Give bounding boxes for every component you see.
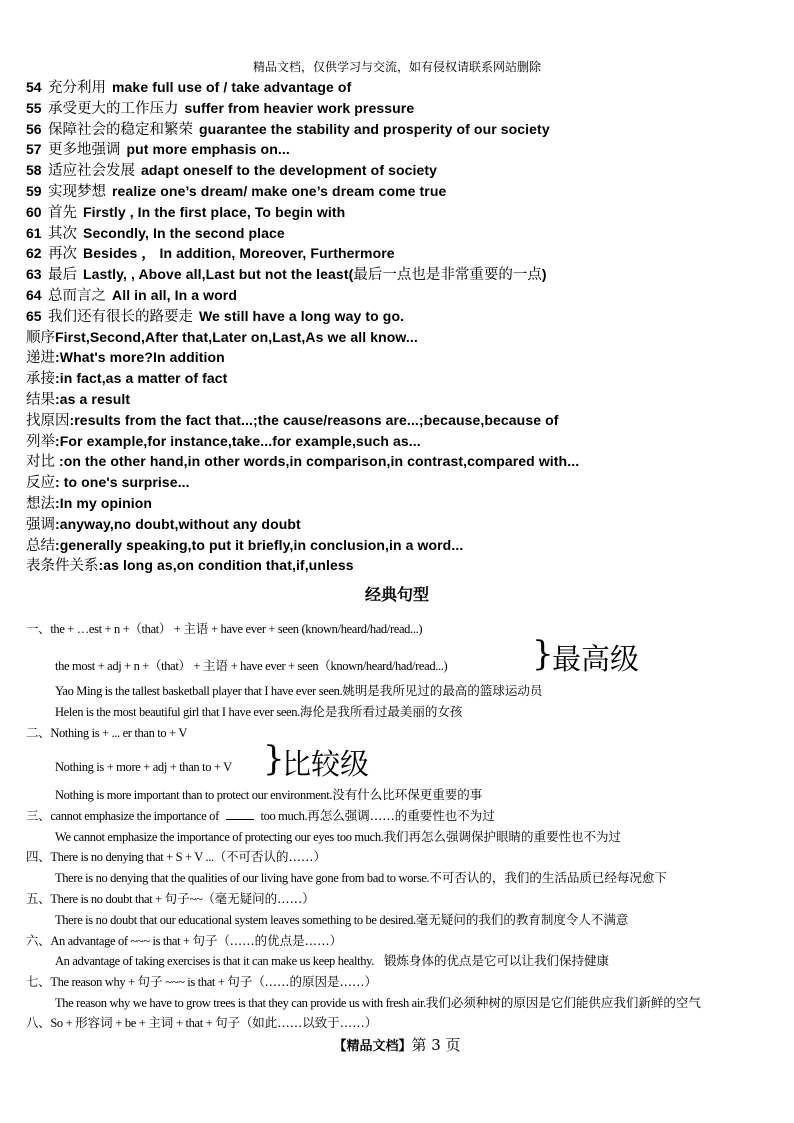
example-7 [55, 993, 701, 1011]
phrase-chinese-note: 最后一点也是非常重要的一点 [353, 267, 542, 284]
pattern-text: （ [252, 975, 265, 989]
example-6 [55, 951, 609, 969]
phrase-chinese: 再次 [48, 246, 77, 263]
phrase-row [26, 368, 786, 389]
pattern-1 [26, 619, 422, 637]
pattern-translation: ……的优点是…… [229, 933, 330, 948]
example-5 [55, 910, 628, 928]
pattern-text: （ [240, 1016, 253, 1030]
phrase-row [26, 431, 786, 452]
phrase-row [26, 535, 786, 556]
phrase-row [26, 181, 786, 202]
phrase-english: We still have a long way to go. [199, 307, 405, 324]
example-text: There is no denying that the qualities of our living have gone from bad to worse. [55, 871, 430, 885]
phrase-english: :as a result [55, 390, 131, 407]
phrase-row [26, 98, 786, 119]
pattern-text: The reason why + [50, 975, 138, 989]
pattern-3 [26, 806, 495, 824]
pattern-text: ~~（ [189, 892, 215, 906]
pattern-2 [26, 723, 187, 741]
phrase-row [26, 327, 786, 348]
example-3 [55, 827, 621, 845]
phrase-chinese: 递进 [26, 350, 55, 367]
brace: } [263, 739, 285, 779]
example-translation: 锻炼身体的优点是它可以让我们保持健康 [384, 953, 610, 968]
pattern-text: the + …est + n +（that） + [50, 622, 184, 636]
phrase-row [26, 472, 786, 493]
phrase-number: 56 [26, 120, 42, 137]
pattern-text: An advantage of ~~~ is that + [50, 934, 193, 948]
phrase-number: 55 [26, 99, 42, 116]
phrase-chinese: 其次 [48, 225, 77, 242]
pattern-number: 三、 [26, 809, 51, 823]
pattern-4 [26, 847, 326, 865]
pattern-text: 句子 [215, 1015, 241, 1030]
pattern-text: Nothing is + more + adj + than to + V [55, 760, 232, 774]
pattern-1-variant [55, 656, 447, 674]
phrase-row [26, 410, 786, 431]
phrase-english: :generally speaking,to put it briefly,in conclusion,in a word... [55, 536, 464, 553]
example-2 [55, 785, 482, 803]
phrase-english: :What's more?In addition [55, 349, 225, 366]
phrase-english: :For example,for instance,take...for example,such as... [55, 432, 421, 449]
phrase-chinese: 反应 [26, 475, 55, 492]
example-text: There is no doubt that our educational system leaves something to be desired. [55, 913, 416, 927]
phrase-chinese: 强调 [26, 516, 55, 533]
phrase-english: :anyway,no doubt,without any doubt [55, 515, 301, 532]
pattern-text: ） [329, 934, 342, 948]
phrase-chinese: 实现梦想 [48, 183, 106, 200]
pattern-text: ） [364, 1016, 377, 1030]
phrase-chinese: 保障社会的稳定和繁荣 [48, 121, 193, 138]
example-4 [55, 868, 667, 886]
pattern-text: So + [50, 1016, 76, 1030]
phrase-chinese: 顺序 [26, 329, 55, 346]
phrase-chinese: 表条件关系 [26, 558, 99, 575]
pattern-5 [26, 889, 314, 907]
comparative-label: 比较级 [282, 747, 370, 781]
page-footer [0, 1034, 794, 1055]
phrase-chinese: 我们还有很长的路要走 [48, 308, 193, 325]
phrase-number: 65 [26, 307, 42, 324]
example-text: The reason why we have to grow trees is that they can provide us with fresh air. [55, 996, 426, 1010]
pattern-text: 句子 [137, 974, 163, 989]
pattern-text: ） [313, 850, 326, 864]
pattern-text: ） [364, 975, 377, 989]
pattern-text: + be + [112, 1016, 149, 1030]
phrase-english: make full use of / take advantage of [112, 79, 352, 95]
pattern-number: 七、 [26, 975, 51, 989]
phrase-row [26, 389, 786, 410]
blank-line [226, 809, 254, 820]
phrase-row [26, 243, 786, 264]
phrase-english: Lastly, , Above all,Last but not the least( [83, 266, 354, 283]
pattern-translation: ……的原因是…… [264, 974, 365, 989]
phrase-chinese: 最后 [48, 267, 77, 284]
phrase-row [26, 139, 786, 160]
pattern-text: + have ever + seen（known/heard/had/read...) [227, 659, 448, 673]
pattern-text: + that + [173, 1016, 216, 1030]
pattern-7 [26, 972, 377, 990]
phrase-row [26, 347, 786, 368]
phrase-chinese: 对比 [26, 454, 55, 471]
phrase-english: :In my opinion [55, 494, 153, 511]
example-text: We cannot emphasize the importance of protecting our eyes too much. [55, 830, 384, 844]
phrase-english: All in all, In a word [112, 286, 238, 303]
pattern-text: 主词 [148, 1015, 174, 1030]
pattern-6 [26, 931, 342, 949]
example-text: Nothing is more important than to protect our environment. [55, 788, 333, 802]
phrase-chinese: 承接 [26, 371, 55, 388]
phrase-english: First,Second,After that,Later on,Last,As we all know... [55, 328, 418, 345]
footer-tag: 【精品文档】 [333, 1039, 412, 1054]
phrase-number: 60 [26, 203, 42, 220]
phrase-chinese: 充分利用 [48, 80, 106, 96]
phrase-chinese: 总而言之 [48, 287, 106, 304]
phrase-english: :in fact,as a matter of fact [55, 370, 228, 387]
phrase-english: :on the other hand,in other words,in comparison,in contrast,compared with... [55, 453, 580, 470]
pattern-text: 形容词 [75, 1015, 113, 1030]
phrase-english: :as long as,on condition that,if,unless [98, 557, 354, 574]
pattern-text: 主语 [183, 621, 209, 636]
example-translation: 没有什么比环保更重要的事 [332, 787, 483, 802]
pattern-number: 一、 [26, 622, 51, 636]
pattern-text: 句子 [192, 933, 218, 948]
example-translation: 姚明是我所见过的最高的篮球运动员 [342, 683, 543, 698]
phrase-english: suffer from heavier work pressure [184, 99, 415, 116]
example-text: Yao Ming is the tallest basketball player that I have ever seen. [55, 684, 343, 698]
example-translation: 不可否认的，我们的生活品质已经每况愈下 [429, 870, 667, 885]
pattern-translation: 如此……以致于…… [252, 1015, 365, 1030]
pattern-translation: 再怎么强调……的重要性也不为过 [307, 808, 495, 823]
pattern-text: too much. [257, 809, 308, 823]
pattern-translation: 不可否认的…… [226, 849, 314, 864]
pattern-text: （ [217, 934, 230, 948]
phrase-row [26, 285, 786, 306]
phrase-list [26, 77, 786, 576]
pattern-text: ~~~ is that + [162, 975, 228, 989]
phrase-number: 63 [26, 266, 42, 283]
example-translation: 毫无疑问的我们的教育制度令人不满意 [415, 912, 629, 927]
example-translation: 我们再怎么强调保护眼睛的重要性也不为过 [383, 829, 622, 844]
pattern-text: 主语 [202, 658, 228, 673]
phrase-row [26, 555, 786, 576]
phrase-english-tail: ) [541, 266, 547, 283]
phrase-chinese: 更多地强调 [48, 142, 121, 159]
phrase-english: guarantee the stability and prosperity of our society [199, 120, 550, 137]
pattern-2-variant [55, 760, 232, 775]
pattern-text: Nothing is + ... er than to + V [50, 726, 188, 740]
phrase-number: 61 [26, 224, 42, 241]
phrase-english: Secondly, In the second place [83, 224, 285, 241]
phrase-row [26, 119, 786, 140]
pattern-8 [26, 1013, 377, 1031]
phrase-row [26, 306, 786, 327]
phrase-number: 58 [26, 162, 42, 179]
pattern-text: + have ever + seen (known/heard/had/read...) [208, 622, 423, 636]
example-text: An advantage of taking exercises is that it can make us keep healthy. [55, 954, 375, 968]
phrase-english: : to one's surprise... [55, 474, 190, 491]
section-title: 经典句型 [364, 585, 429, 604]
phrase-number: 64 [26, 286, 42, 303]
phrase-row [26, 160, 786, 181]
phrase-english: realize one’s dream/ make one’s dream come true [112, 182, 447, 199]
phrase-row [26, 514, 786, 535]
pattern-text: There is no doubt that + [50, 892, 165, 906]
phrase-chinese: 结果 [26, 391, 55, 408]
superlative-label: 最高级 [552, 642, 640, 676]
pattern-number: 二、 [26, 726, 51, 740]
pattern-number: 六、 [26, 934, 51, 948]
phrase-row [26, 451, 786, 472]
phrase-row [26, 264, 786, 285]
phrase-row [26, 77, 786, 98]
phrase-chinese: 首先 [48, 204, 77, 221]
pattern-text: 句子 [164, 891, 190, 906]
pattern-translation: 毫无疑问的…… [214, 891, 303, 906]
phrase-english: :results from the fact that...;the cause/reasons are...;because,because of [69, 411, 559, 428]
phrase-chinese: 承受更大的工作压力 [48, 100, 179, 117]
pattern-number: 八、 [26, 1016, 51, 1030]
phrase-number: 57 [26, 141, 42, 158]
phrase-english: adapt oneself to the development of society [141, 162, 438, 179]
example-1a [55, 681, 542, 699]
example-1b [55, 702, 462, 720]
phrase-row [26, 202, 786, 223]
brace: } [532, 634, 554, 674]
page-header: 精品文档，仅供学习与交流，如有侵权请联系网站删除 [252, 60, 541, 74]
pattern-text: the most + adj + n +（that） + [55, 659, 203, 673]
phrase-row [26, 493, 786, 514]
phrase-chinese: 找原因 [26, 412, 70, 429]
phrase-english: put more emphasis on... [126, 141, 290, 158]
phrase-chinese: 总结 [26, 537, 55, 554]
phrase-number: 62 [26, 245, 42, 262]
example-translation: 海伦是我所看过最美丽的女孩 [299, 704, 463, 719]
example-translation: 我们必须种树的原因是它们能供应我们新鲜的空气 [425, 995, 701, 1010]
phrase-english: Firstly , In the first place, To begin with [83, 203, 346, 220]
phrase-chinese: 想法 [26, 495, 55, 512]
phrase-number: 59 [26, 182, 42, 199]
phrase-chinese: 适应社会发展 [48, 163, 135, 180]
example-text: Helen is the most beautiful girl that I have ever seen. [55, 705, 300, 719]
phrase-number: 54 [26, 79, 42, 95]
page-number: 第 3 页 [411, 1036, 461, 1054]
pattern-number: 四、 [26, 850, 51, 864]
pattern-text: cannot emphasize the importance of [50, 809, 222, 823]
pattern-text: ） [302, 892, 315, 906]
phrase-english: Besides ， In addition, Moreover, Furthermore [83, 245, 395, 262]
pattern-text: There is no denying that + S + V ...（ [50, 850, 226, 864]
phrase-row [26, 223, 786, 244]
pattern-number: 五、 [26, 892, 51, 906]
phrase-chinese: 列举 [26, 433, 55, 450]
pattern-text: 句子 [227, 974, 253, 989]
